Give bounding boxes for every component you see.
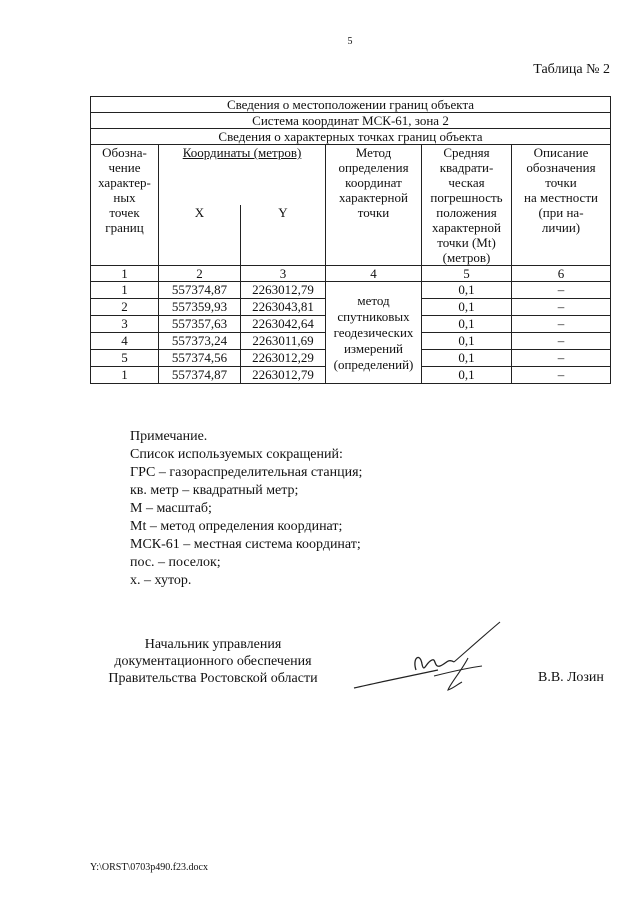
coord-y: 2263012,79 — [241, 282, 326, 299]
coord-x: 557373,24 — [159, 333, 241, 350]
point-number: 3 — [91, 316, 159, 333]
notes-line: пос. – поселок; — [130, 555, 221, 570]
signer-position: Начальник управления документационного обеспечения Правительства Ростовской области — [108, 637, 318, 686]
column-number: 1 — [91, 266, 159, 282]
notes-line: х. – хутор. — [130, 573, 192, 588]
header-coordinates: Координаты (метров) — [159, 145, 326, 206]
description-value: – — [512, 282, 611, 299]
coord-x: 557374,56 — [159, 350, 241, 367]
coord-x: 557357,63 — [159, 316, 241, 333]
column-number: 4 — [326, 266, 422, 282]
notes-line: М – масштаб; — [130, 501, 212, 516]
header-x: X — [159, 205, 241, 266]
header-description: Описание обозначения точки на местности (при на- личии) — [512, 145, 611, 266]
signer-name: В.В. Лозин — [538, 670, 604, 685]
coord-y: 2263042,64 — [241, 316, 326, 333]
coord-x: 557374,87 — [159, 282, 241, 299]
coordinates-table — [90, 96, 611, 384]
column-number: 2 — [159, 266, 241, 282]
header-designation: Обозна- чение характер- ных точек границ — [91, 145, 159, 266]
column-number: 6 — [512, 266, 611, 282]
header-error: Средняя квадрати- ческая погрешность положения характерной точки (Mt) (метров) — [422, 145, 512, 266]
coord-x: 557374,87 — [159, 367, 241, 384]
table-banner-location: Сведения о местоположении границ объекта — [91, 97, 611, 113]
description-value: – — [512, 367, 611, 384]
description-value: – — [512, 299, 611, 316]
notes-line: ГРС – газораспределительная станция; — [130, 465, 363, 480]
notes-line: кв. метр – квадратный метр; — [130, 483, 299, 498]
table-caption: Таблица № 2 — [533, 62, 610, 77]
error-value: 0,1 — [422, 367, 512, 384]
method-cell: метод спутниковых геодезических измерений (определений) — [326, 282, 422, 384]
coord-x: 557359,93 — [159, 299, 241, 316]
coord-y: 2263011,69 — [241, 333, 326, 350]
coord-y: 2263012,79 — [241, 367, 326, 384]
error-value: 0,1 — [422, 282, 512, 299]
description-value: – — [512, 316, 611, 333]
error-value: 0,1 — [422, 350, 512, 367]
point-number: 1 — [91, 367, 159, 384]
notes-title: Примечание. — [130, 429, 208, 444]
notes-line: МСК-61 – местная система координат; — [130, 537, 361, 552]
header-y: Y — [241, 205, 326, 266]
description-value: – — [512, 333, 611, 350]
column-number: 5 — [422, 266, 512, 282]
table-banner-points: Сведения о характерных точках границ объекта — [91, 129, 611, 145]
file-path: Y:\ORST\0703p490.f23.docx — [90, 862, 208, 873]
handwritten-signature — [350, 618, 510, 698]
error-value: 0,1 — [422, 299, 512, 316]
notes-line: Mt – метод определения координат; — [130, 519, 343, 534]
point-number: 4 — [91, 333, 159, 350]
table-row — [91, 282, 611, 299]
description-value: – — [512, 350, 611, 367]
point-number: 5 — [91, 350, 159, 367]
page-number: 5 — [347, 36, 353, 47]
header-method: Метод определения координат характерной точки — [326, 145, 422, 266]
table-banner-coordinate-system: Система координат МСК-61, зона 2 — [91, 113, 611, 129]
coord-y: 2263043,81 — [241, 299, 326, 316]
notes-line: Список используемых сокращений: — [130, 447, 343, 462]
point-number: 1 — [91, 282, 159, 299]
notes-section — [130, 428, 362, 590]
point-number: 2 — [91, 299, 159, 316]
error-value: 0,1 — [422, 333, 512, 350]
error-value: 0,1 — [422, 316, 512, 333]
coord-y: 2263012,29 — [241, 350, 326, 367]
column-number: 3 — [241, 266, 326, 282]
